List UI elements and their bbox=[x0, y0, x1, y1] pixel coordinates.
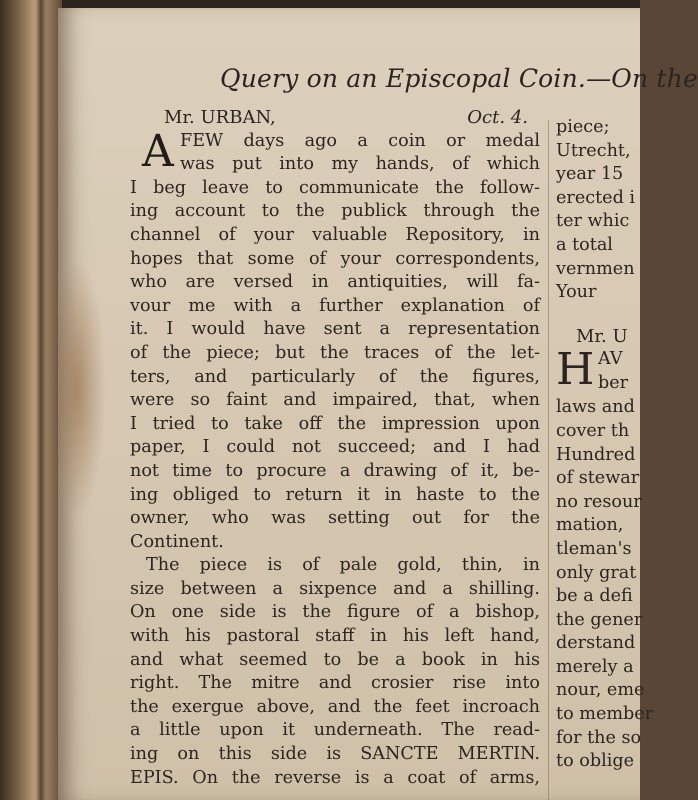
drop-cap: A bbox=[142, 125, 174, 177]
text-line: On one side is the figure of a bishop, bbox=[130, 602, 540, 623]
text-line: were so faint and impaired, that, when bbox=[130, 390, 540, 411]
text-line: owner, who was setting out for the bbox=[130, 508, 540, 529]
right-drop-cap-rest: AV bbox=[598, 349, 623, 370]
right-column-body bbox=[556, 396, 654, 774]
text-line: was put into my hands, of which bbox=[180, 154, 540, 175]
salutation bbox=[130, 106, 540, 130]
text-line: vernmen bbox=[556, 258, 635, 279]
text-line: ing obliged to return it in haste to the bbox=[130, 484, 540, 505]
text-line: piece; bbox=[556, 117, 610, 137]
text-line: of the piece; but the traces of the let- bbox=[130, 342, 540, 363]
salutation-name: Mr. URBAN, bbox=[164, 107, 276, 128]
right-column-top bbox=[556, 116, 640, 305]
text-line: no resour bbox=[556, 491, 642, 512]
text-line: paper, I could not succeed; and I had bbox=[130, 437, 540, 458]
text-line: derstand bbox=[556, 633, 636, 654]
right-column bbox=[556, 116, 654, 800]
paragraph-1 bbox=[130, 125, 540, 555]
book-binding bbox=[0, 0, 62, 800]
text-line: mation, bbox=[556, 515, 624, 536]
text-line: year 15 bbox=[556, 164, 624, 185]
text-line: a total bbox=[556, 234, 613, 255]
text-line: the gener bbox=[556, 609, 643, 630]
text-line: be a defi bbox=[556, 586, 633, 607]
text-line: channel of your valuable Repository, in bbox=[130, 224, 540, 245]
text-line: I tried to take off the impression upon bbox=[130, 413, 540, 434]
text-line: Utrecht, bbox=[556, 140, 631, 161]
text-line: Hundred bbox=[556, 444, 636, 465]
text-line: Continent. bbox=[130, 531, 224, 552]
text-line: not time to procure a drawing of it, be- bbox=[130, 460, 540, 481]
text-line: hopes that some of your correspondents, bbox=[130, 248, 540, 269]
right-drop-cap-rest-2: ber bbox=[598, 373, 629, 394]
text-line: it. I would have sent a representation bbox=[130, 319, 540, 340]
text-line: and what seemed to be a book in his bbox=[130, 649, 540, 670]
text-line: the exergue above, and the feet incroach bbox=[130, 696, 540, 717]
right-dropcap-block bbox=[556, 344, 640, 396]
column-rule bbox=[548, 120, 549, 800]
text-line: EPIS. On the reverse is a coat of arms, bbox=[130, 767, 540, 788]
left-column bbox=[130, 106, 540, 800]
text-line: to oblige bbox=[556, 751, 635, 772]
text-line: tleman's bbox=[556, 538, 632, 559]
text-line: with his pastoral staff in his left hand, bbox=[130, 626, 540, 647]
text-line: only grat bbox=[556, 562, 637, 583]
text-line: I beg leave to communicate the follow- bbox=[130, 177, 540, 198]
text-line: for the so bbox=[556, 727, 642, 748]
salutation-date: Oct. 4. bbox=[467, 107, 528, 128]
text-line: cover th bbox=[556, 420, 630, 441]
text-line: of stewar bbox=[556, 468, 640, 489]
text-line: size between a sixpence and a shilling. bbox=[130, 578, 540, 599]
text-line: ter whic bbox=[556, 211, 630, 232]
text-line: who are versed in antiquities, will fa- bbox=[130, 272, 540, 293]
text-line: nour, eme bbox=[556, 680, 645, 701]
binding-shadow bbox=[36, 0, 46, 800]
opening-paragraph bbox=[130, 125, 540, 555]
text-line: merely a bbox=[556, 656, 634, 677]
text-line: vour me with a further explanation of bbox=[130, 295, 540, 316]
right-drop-cap: H bbox=[556, 344, 595, 396]
text-line: ing on this side is SANCTE MERTIN. bbox=[130, 744, 540, 765]
text-line: erected i bbox=[556, 187, 636, 208]
text-line: a little upon it underneath. The read- bbox=[130, 720, 540, 741]
text-line: ing account to the publick through the bbox=[130, 201, 540, 222]
text-line: ters, and particularly of the figures, bbox=[130, 366, 540, 387]
page-stain bbox=[58, 258, 106, 518]
page-header: Query on an Episcopal Coin.—On the bbox=[220, 64, 698, 93]
text-line: to member bbox=[556, 704, 654, 725]
text-line: The piece is of pale gold, thin, in bbox=[146, 555, 540, 576]
right-salutation: Mr. U bbox=[576, 325, 628, 347]
paragraph-2 bbox=[130, 554, 540, 790]
text-line: laws and bbox=[556, 397, 635, 418]
text-line: right. The mitre and crosier rise into bbox=[130, 673, 540, 694]
text-line: FEW days ago a coin or medal bbox=[180, 130, 540, 151]
text-line: Your bbox=[556, 282, 597, 303]
